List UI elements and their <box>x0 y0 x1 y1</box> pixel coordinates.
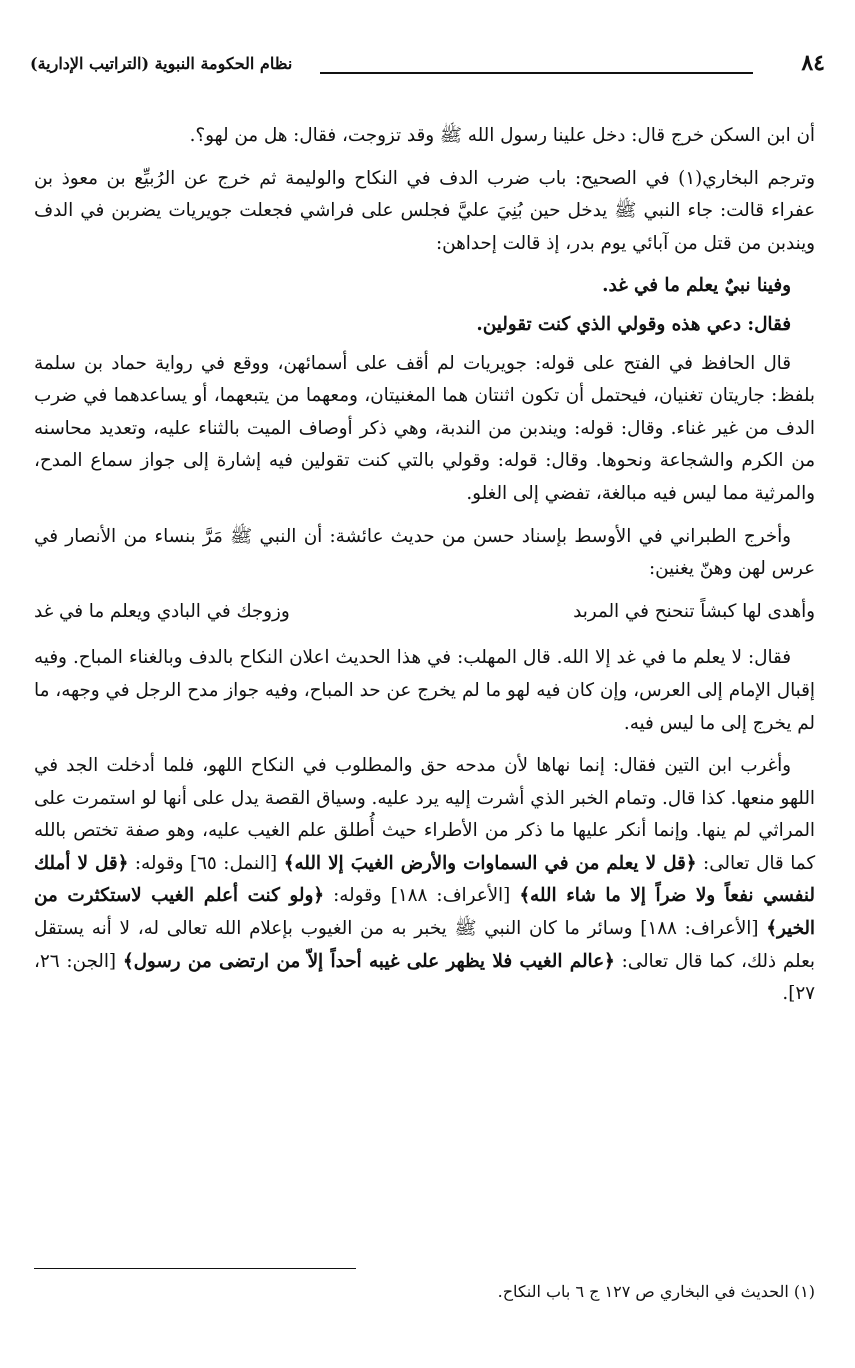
footnote-rule <box>34 1268 356 1269</box>
page-number: ٨٤ <box>801 50 825 76</box>
poem-quote: وفينا نبيٌ يعلم ما في غد. <box>602 275 791 297</box>
quran-quote: ﴿قل لا يعلم من في السماوات والأرض الغيبَ إلا الله﴾ <box>283 852 697 874</box>
verse-first-half: وأهدى لها كبشاً تنحنح في المربد <box>573 600 815 622</box>
quran-quote: ﴿عالم الغيب فلا يظهر على غيبه أحداً إلاّ من ارتضى من رسول﴾ <box>122 950 615 972</box>
quran-quote: ﴿ولو كنت أعلم الغيب لاستكثرت من الخير﴾ <box>34 885 816 940</box>
paragraph-muhallab: فقال: لا يعلم ما في غد إلا الله. قال المهلب: في هذا الحديث اعلان النكاح بالدف وبالغناء المباح. وفيه إقبال الإمام إلى العرس، وإن كان فيه لهو ما لم يخرج عن حد المباح، وفيه جواز مدح الرجل في وجهه، ما لم يخرج إلى ما ليس فيه. <box>34 647 815 734</box>
paragraph-1: أن ابن السكن خرج قال: دخل علينا رسول الله ﷺ وقد تزوجت، فقال: هل من لهو؟. <box>189 125 815 146</box>
prophet-reply: فقال: دعي هذه وقولي الذي كنت تقولين. <box>476 313 791 335</box>
paragraph-fath: قال الحافظ في الفتح على قوله: جويريات لم أقف على أسمائهن، ووقع في رواية حماد بن سلمة بلفظ: جاريتان تغنيان، فيحتمل أن تكون اثنتان هما المغنيتان، ومعهما من يتبعهما، أو يساعدهما في ضرب الدف من غير غناء. وقال: قوله: ويندبن من الندبة، وهي ذكر أوصاف الميت بالثناء عليه، وتعديد محاسنه من الكرم والشجاعة ونحوها. وقال: قوله: وقولي بالتي كنت تقولين فيه إشارة إلى جواز سماع المدح، والمرثية مما ليس فيه مبالغة، تفضي إلى الغلو. <box>34 352 815 504</box>
text-segment: وأغرب ابن التين فقال: إنما نهاها لأن مدحه حق والمطلوب في النكاح اللهو، فلما أدخلت الجد في اللهو منعها. كذا قال. وتمام الخبر الذي أشرت إليه يرد عليه. وسياق القصة يدل على أنها لو استمرت على المراثي لم ينها. وإنما أنكر عليها ما ذكر من الأطراء حيث أُطلق علم الغيب عليه، وهو صفة تختص بالله كما قال تعالى: <box>34 755 816 874</box>
text-segment: [الأعراف: ١٨٨] وسائر ما كان النبي ﷺ يخبر به من الغيوب بإعلام الله تعالى له، لا أنه يستقل بعلم ذلك، كما قال تعالى: <box>34 918 816 972</box>
text-segment: [النمل: ٦٥] وقوله: <box>128 852 284 874</box>
verse-second-half: وزوجك في البادي ويعلم ما في غد <box>34 600 290 622</box>
text-segment: [الأعراف: ١٨٨] وقوله: <box>323 885 520 907</box>
footnote: (١) الحديث في البخاري ص ١٢٧ ج ٦ باب النكاح. <box>497 1282 815 1301</box>
verse-line <box>34 596 815 629</box>
quran-quote: ﴿قل لا أملك لنفسي نفعاً ولا ضراً إلا ما شاء الله﴾ <box>34 852 815 907</box>
paragraph-ibn-tin <box>34 750 815 1011</box>
text-segment: [الجن: ٢٦، ٢٧]. <box>34 950 815 1005</box>
paragraph-tabarani: وأخرج الطبراني في الأوسط بإسناد حسن من حديث عائشة: أن النبي ﷺ مَرَّ بنساء من الأنصار في عرس لهن وهنّ يغنين: <box>34 525 815 580</box>
running-header <box>30 52 825 78</box>
paragraph-2: وترجم البخاري(١) في الصحيح: باب ضرب الدف في النكاح والوليمة ثم خرج عن الرُبيِّع بن معوذ بن عفراء قالت: جاء النبي ﷺ يدخل حين بُنِيَ عليَّ فجلس على فراشي فجعلت جويريات يضربن في الدف ويندبن من قتل من آبائي يوم بدر، إذ قالت إحداهن: <box>34 167 816 254</box>
main-text <box>34 120 815 1021</box>
header-rule <box>320 72 753 74</box>
header-title: نظام الحكومة النبوية (التراتيب الإدارية) <box>30 54 293 73</box>
